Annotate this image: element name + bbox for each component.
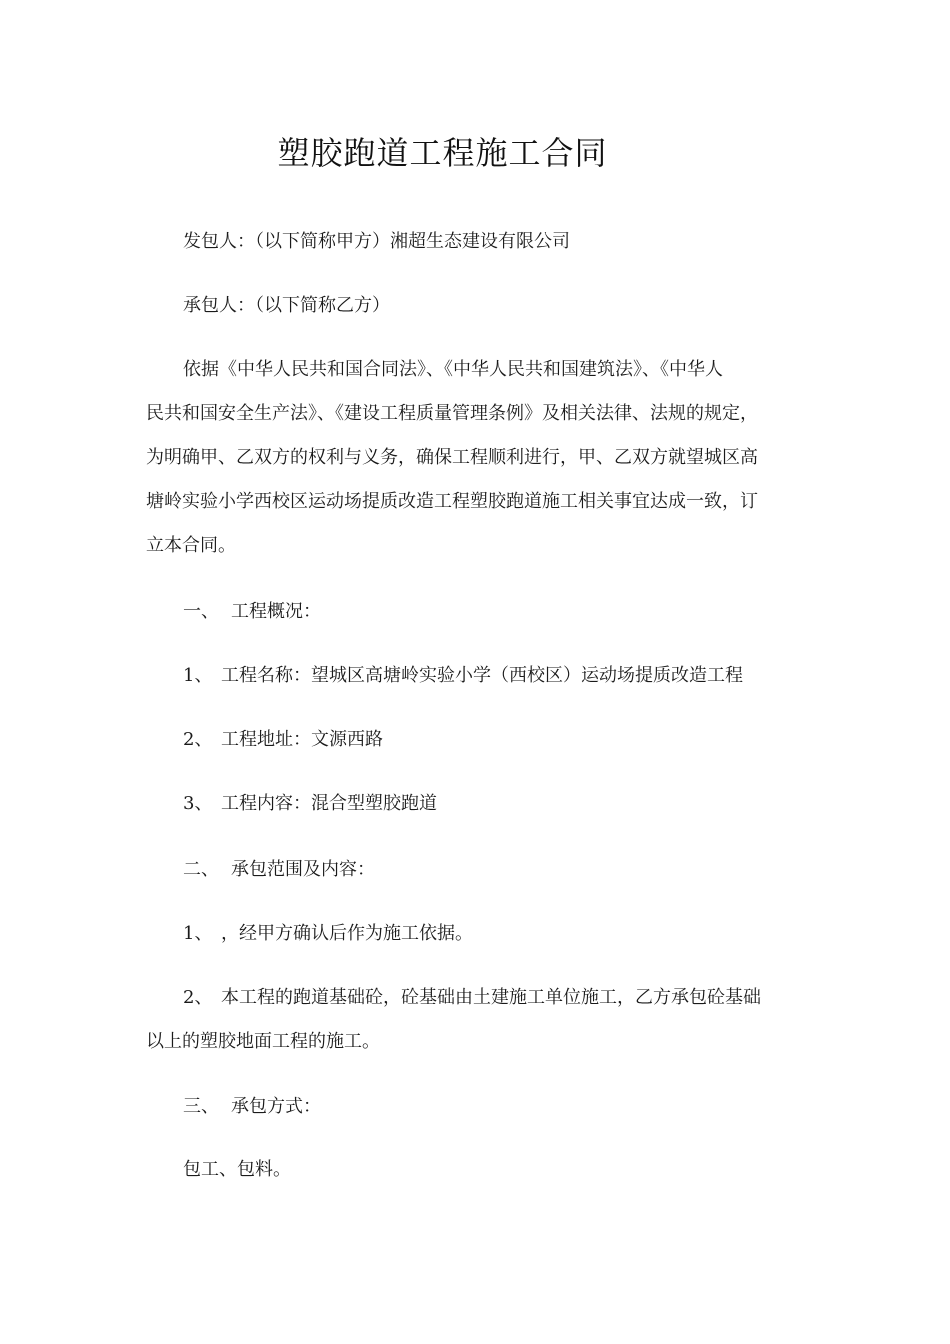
item-text: 工程名称：望城区高塘岭实验小学（西校区）运动场提质改造工程 bbox=[221, 665, 743, 686]
preamble-line-4: 塘岭实验小学西校区运动场提质改造工程塑胶跑道施工相关事宜达成一致，订 bbox=[146, 491, 758, 512]
section-3-number: 三、 bbox=[183, 1096, 219, 1117]
section-1-item-3 bbox=[183, 789, 437, 819]
section-1-number: 一、 bbox=[183, 601, 219, 622]
section-3-title: 承包方式： bbox=[231, 1096, 321, 1117]
document-title: 塑胶跑道工程施工合同 bbox=[277, 134, 608, 172]
section-1-item-1 bbox=[183, 661, 743, 691]
item-text: 本工程的跑道基础砼，砼基础由土建施工单位施工，乙方承包砼基础 bbox=[221, 987, 761, 1008]
preamble-line-1: 依据《中华人民共和国合同法》、《中华人民共和国建筑法》、《中华人 bbox=[183, 359, 723, 380]
section-3-body: 包工、包料。 bbox=[183, 1159, 291, 1180]
section-1-title: 工程概况： bbox=[231, 601, 321, 622]
contractor-line: 承包人：（以下简称乙方） bbox=[183, 295, 390, 316]
section-2-heading bbox=[183, 855, 375, 885]
section-1-heading bbox=[183, 597, 321, 627]
item-text: ，经甲方确认后作为施工依据。 bbox=[221, 923, 473, 944]
preamble-line-2: 民共和国安全生产法》、《建设工程质量管理条例》及相关法律、法规的规定， bbox=[146, 403, 758, 424]
preamble-line-3: 为明确甲、乙双方的权利与义务，确保工程顺利进行，甲、乙双方就望城区高 bbox=[146, 447, 758, 468]
preamble-line-5: 立本合同。 bbox=[146, 535, 236, 556]
section-3-heading bbox=[183, 1092, 321, 1122]
section-2-number: 二、 bbox=[183, 859, 219, 880]
section-2-item-2 bbox=[183, 983, 761, 1013]
section-1-item-2 bbox=[183, 725, 383, 755]
item-text: 工程内容：混合型塑胶跑道 bbox=[221, 793, 437, 814]
section-2-title: 承包范围及内容： bbox=[231, 859, 375, 880]
item-number: 2、 bbox=[183, 729, 213, 750]
section-2-item-2-continuation: 以上的塑胶地面工程的施工。 bbox=[146, 1031, 380, 1052]
item-number: 2、 bbox=[183, 987, 213, 1008]
section-2-item-1 bbox=[183, 919, 473, 949]
employer-line: 发包人：（以下简称甲方）湘超生态建设有限公司 bbox=[183, 231, 570, 252]
item-text: 工程地址：文源西路 bbox=[221, 729, 383, 750]
item-number: 3、 bbox=[183, 793, 213, 814]
item-number: 1、 bbox=[183, 923, 213, 944]
item-number: 1、 bbox=[183, 665, 213, 686]
